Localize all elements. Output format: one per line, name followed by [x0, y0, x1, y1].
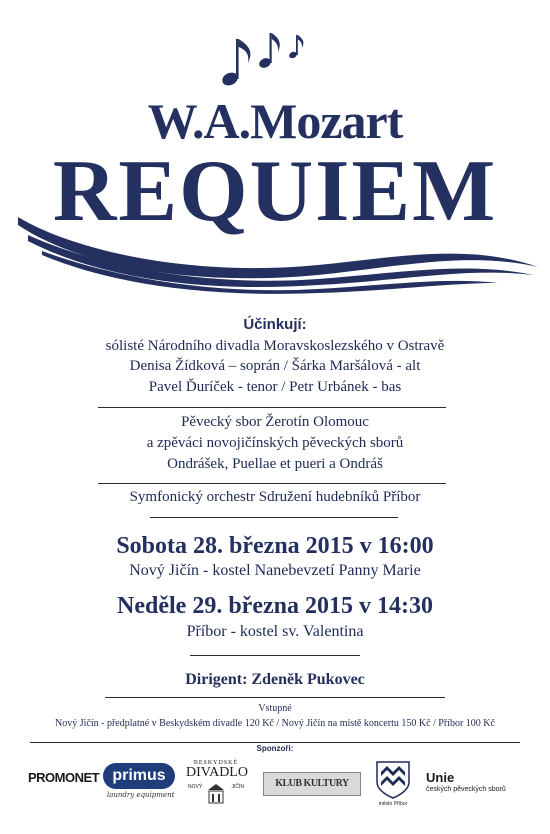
- music-notes-icon: [210, 25, 320, 95]
- divider: [30, 742, 520, 743]
- admission-label: Vstupné: [258, 703, 292, 714]
- divider: [105, 697, 445, 698]
- sponsor-unie-logo: Unie: [426, 770, 455, 785]
- sponsor-divadlo-logo: [186, 760, 246, 806]
- divider: [98, 407, 446, 408]
- pribor-label: město Příbor: [378, 801, 408, 807]
- divider: [190, 655, 360, 656]
- concert-venue-2: Příbor - kostel sv. Valentina: [186, 623, 364, 640]
- unie-subtitle: českých pěveckých sborů: [426, 786, 506, 793]
- soloists-line-2: Denisa Žídková – soprán / Šárka Maršálová - alt: [129, 358, 421, 374]
- sponsor-promonet-logo: PROMONET: [28, 770, 100, 785]
- choir-line-1: Pěvecký sbor Žerotín Olomouc: [181, 414, 369, 430]
- divadlo-right: JIČÍN: [231, 784, 244, 790]
- performers-heading: Účinkují:: [243, 316, 307, 333]
- choir-line-2: a zpěváci novojičínských pěveckých sborů: [146, 435, 404, 451]
- theater-building-icon: [206, 782, 226, 804]
- divider: [150, 517, 398, 518]
- choir-line-3: Ondrášek, Puellae et pueri a Ondráš: [167, 456, 383, 472]
- concert-date-2: Neděle 29. března 2015 v 14:30: [117, 593, 433, 619]
- sponsors-label: Sponzoři:: [256, 744, 294, 753]
- soloists-line-3: Pavel Ďuríček - tenor / Petr Urbánek - bas: [148, 379, 402, 395]
- concert-venue-1: Nový Jičín - kostel Nanebevzetí Panny Marie: [129, 562, 421, 579]
- divadlo-top: BESKYDSKÉ: [193, 760, 239, 766]
- sponsor-klub-logo: [263, 772, 361, 796]
- soloists-line-1: sólisté Národního divadla Moravskoslezského v Ostravě: [105, 338, 445, 354]
- decorative-waves: [18, 205, 538, 295]
- composer-heading: W.A.Mozart: [147, 93, 403, 149]
- sponsor-pribor-logo: [375, 760, 411, 810]
- sponsor-primus-logo: [103, 763, 175, 789]
- klub-wordmark: KLUB KULTURY: [275, 778, 349, 789]
- divadlo-name: DIVADLO: [186, 765, 248, 780]
- pribor-coat-of-arms-icon: [375, 760, 411, 800]
- orchestra-line: Symfonický orchestr Sdružení hudebníků Příbor: [129, 489, 421, 505]
- conductor-line: Dirigent: Zdeněk Pukovec: [185, 671, 365, 688]
- divadlo-left: NOVÝ: [188, 784, 203, 790]
- page-title: REQUIEM: [52, 143, 498, 240]
- divider: [98, 483, 446, 484]
- primus-wordmark: primus: [112, 767, 166, 784]
- admission-prices: Nový Jičín - předplatné v Beskydském divadle 120 Kč / Nový Jičín na místě koncertu 150 Kč / Příbor 100 Kč: [55, 718, 495, 729]
- primus-tagline: laundry equipment: [107, 791, 175, 799]
- concert-date-1: Sobota 28. března 2015 v 16:00: [116, 533, 434, 559]
